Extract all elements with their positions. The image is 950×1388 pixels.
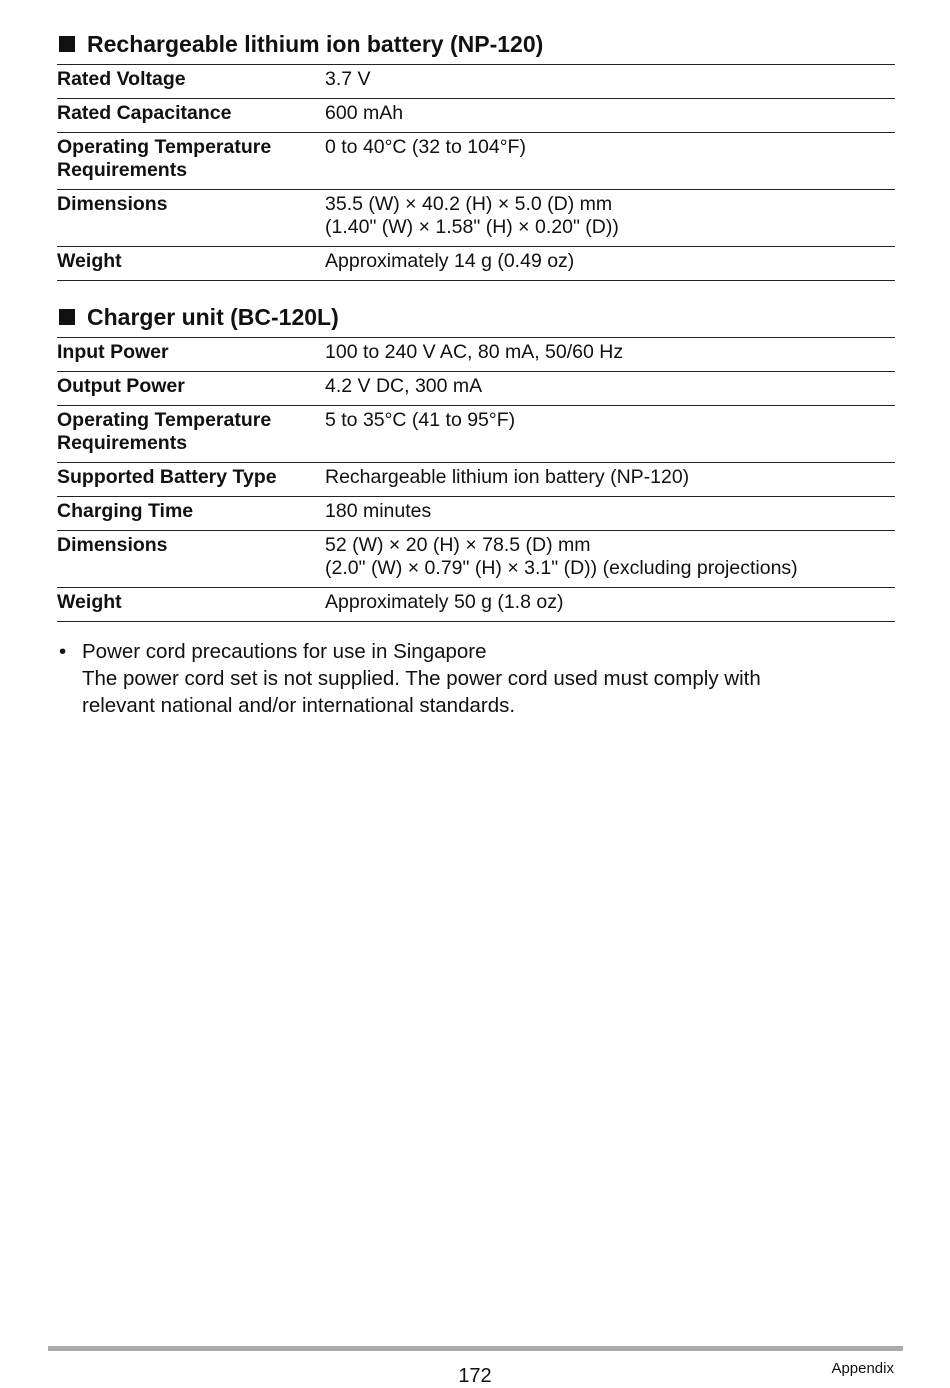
spec-value: 52 (W) × 20 (H) × 78.5 (D) mm (2.0" (W) × 0.79" (H) × 3.1" (D)) (excluding projections) [325,534,798,579]
table-row [57,406,895,463]
table-row [57,588,895,622]
spec-label: Rated Capacitance [57,102,232,124]
spec-label: Output Power [57,375,185,397]
note-body [82,638,761,719]
battery-spec-table [57,64,895,281]
spec-value: 5 to 35°C (41 to 95°F) [325,409,516,431]
spec-value: Approximately 14 g (0.49 oz) [325,250,575,272]
spec-label: Dimensions [57,193,168,215]
table-row [57,65,895,99]
square-bullet-icon [59,36,75,52]
page-content [57,28,895,719]
square-bullet-icon [59,309,75,325]
spec-value: 3.7 V [325,68,371,90]
spec-label: Operating Temperature Requirements [57,409,272,454]
footer-section-name: Appendix [831,1360,894,1377]
spec-label: Weight [57,591,122,613]
battery-title-text: Rechargeable lithium ion battery (NP-120) [87,31,544,57]
spec-label: Charging Time [57,500,194,522]
note-line: The power cord set is not supplied. The power cord used must comply with [82,667,761,690]
spec-value: 100 to 240 V AC, 80 mA, 50/60 Hz [325,341,624,363]
spec-value: 0 to 40°C (32 to 104°F) [325,136,526,158]
spec-label: Input Power [57,341,169,363]
spec-value: Rechargeable lithium ion battery (NP-120) [325,466,690,488]
power-cord-note [57,638,895,719]
spec-value: 4.2 V DC, 300 mA [325,375,483,397]
spec-value: 35.5 (W) × 40.2 (H) × 5.0 (D) mm (1.40" (W) × 1.58" (H) × 0.20" (D)) [325,193,619,238]
charger-spec-table [57,337,895,622]
table-row [57,338,895,372]
table-row [57,463,895,497]
charger-section-title [57,301,895,337]
spec-value: 600 mAh [325,102,404,124]
spec-label: Operating Temperature Requirements [57,136,272,181]
note-line: relevant national and/or international standards. [82,694,516,717]
bullet-icon: • [59,640,67,663]
spec-label: Supported Battery Type [57,466,277,488]
battery-section-title [57,28,895,64]
table-row [57,247,895,281]
table-row [57,372,895,406]
spec-label: Rated Voltage [57,68,186,90]
footer-divider [48,1346,903,1351]
table-row [57,99,895,133]
table-row [57,497,895,531]
table-row [57,190,895,247]
spec-value: 180 minutes [325,500,432,522]
table-row [57,133,895,190]
spec-value: Approximately 50 g (1.8 oz) [325,591,564,613]
note-heading: Power cord precautions for use in Singapore [82,640,487,663]
charger-title-text: Charger unit (BC-120L) [87,304,339,330]
spec-label: Weight [57,250,122,272]
table-row [57,531,895,588]
spec-label: Dimensions [57,534,168,556]
page-number: 172 [458,1365,492,1387]
